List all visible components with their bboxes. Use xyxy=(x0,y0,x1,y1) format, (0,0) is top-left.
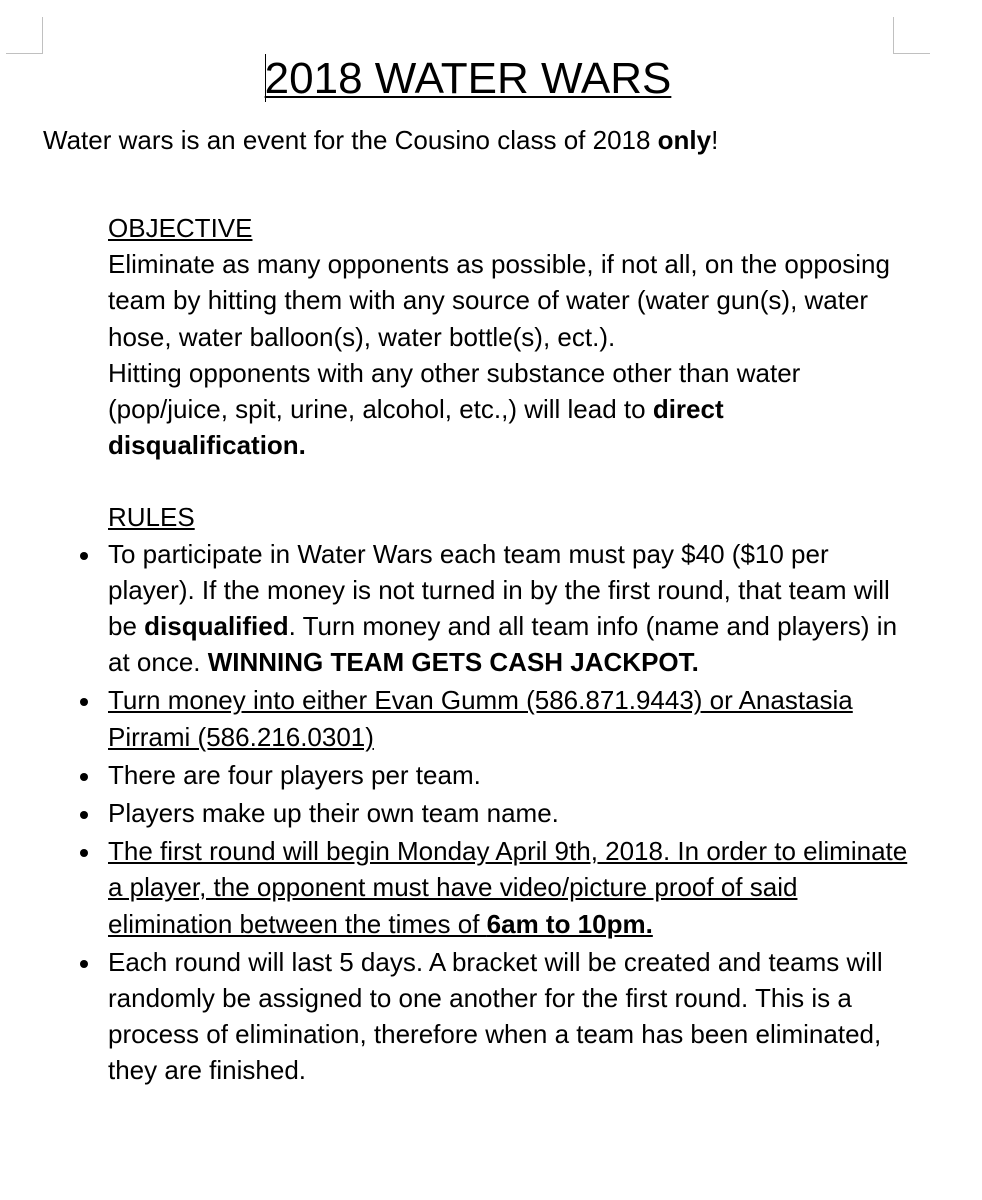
rule-item-round-length xyxy=(108,944,908,1089)
rule-5-text xyxy=(108,836,907,938)
rule-item-team-name xyxy=(108,795,908,831)
rule-1-text-a: To participate in Water Wars each team must pay $40 ($10 per player). If the money is not turned in by the first round, that team will be xyxy=(108,538,890,642)
page-corner-mark-top-left xyxy=(6,17,43,54)
objective-paragraph-1: Eliminate as many opponents as possible, if not all, on the opposing team by hitting them with any source of water (water gun(s), water hose, water balloon(s), water bottle(s), ect.). xyxy=(108,249,890,352)
rule-5-bold: 6am to 10pm. xyxy=(486,908,653,939)
rule-1-bold-b: WINNING TEAM GETS CASH JACKPOT. xyxy=(207,647,699,678)
objective-paragraph-2-text: Hitting opponents with any other substance other than water (pop/juice, spit, urine, alcohol, etc.,) will lead to xyxy=(108,357,801,425)
rule-item-team-size xyxy=(108,757,908,793)
rule-item-first-round xyxy=(108,833,908,942)
rules-heading: RULES xyxy=(108,502,195,533)
bullet-icon xyxy=(80,811,88,819)
rule-1-text-b: . Turn money and all team info (name and players) in at once. xyxy=(108,611,898,678)
objective-paragraph-2 xyxy=(108,355,908,464)
rule-3-text: There are four players per team. xyxy=(108,759,481,790)
objective-paragraph-2-bold: direct disqualification. xyxy=(108,394,724,461)
rule-4-text: Players make up their own team name. xyxy=(108,798,559,829)
rules-list xyxy=(108,536,908,1089)
bullet-icon xyxy=(80,849,88,857)
rule-item-payment xyxy=(108,536,908,681)
section-spacer xyxy=(108,463,908,499)
rule-5-text-a: The first round will begin Monday April 9th, 2018. In order to eliminate a player, the opponent must have video/picture proof of said elimination between the times of xyxy=(108,836,908,939)
bullet-icon xyxy=(80,773,88,781)
bullet-icon xyxy=(80,552,88,560)
rule-1-bold-a: disqualified xyxy=(144,611,289,642)
intro-bold: only xyxy=(657,125,712,155)
document-title: 2018 WATER WARS xyxy=(264,54,672,103)
rule-2-text: Turn money into either Evan Gumm (586.871.9443) or Anastasia Pirrami (586.216.0301) xyxy=(108,685,853,752)
intro-text: Water wars is an event for the Cousino class of 2018 xyxy=(43,125,658,155)
bullet-icon xyxy=(80,960,88,968)
document-body xyxy=(108,210,908,1091)
intro-end: ! xyxy=(711,125,719,155)
bullet-icon xyxy=(80,698,88,706)
page-corner-mark-top-right xyxy=(893,17,930,54)
objective-heading: OBJECTIVE xyxy=(108,213,253,243)
intro-paragraph xyxy=(43,123,718,157)
rule-item-contacts xyxy=(108,682,908,754)
rule-6-text: Each round will last 5 days. A bracket will be created and teams will randomly be assigned to one another for the first round. This is a process of elimination, therefore when a team has been eliminated, they are finished. xyxy=(108,946,883,1086)
